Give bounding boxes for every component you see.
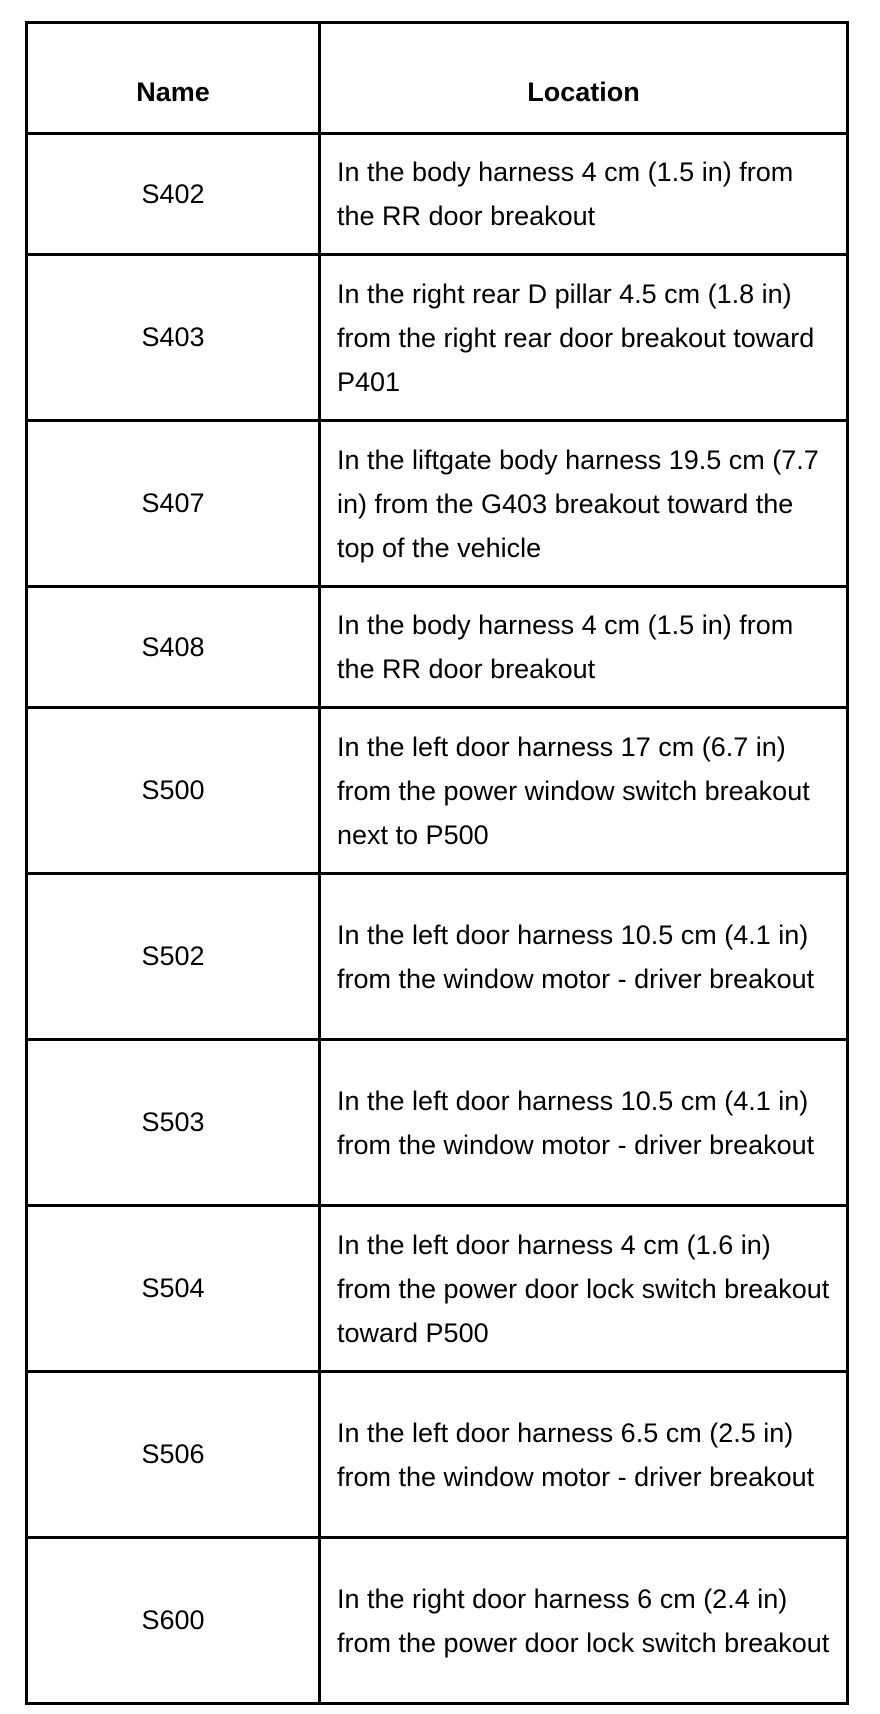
splice-name: S407 xyxy=(27,421,320,587)
splice-location: In the right rear D pillar 4.5 cm (1.8 in) from the right rear door breakout toward P401 xyxy=(320,255,848,421)
table-row xyxy=(27,255,848,421)
splice-name: S503 xyxy=(27,1040,320,1206)
table-header-row xyxy=(27,23,848,134)
splice-location: In the left door harness 10.5 cm (4.1 in) from the window motor - driver breakout xyxy=(320,1040,848,1206)
table-row xyxy=(27,1206,848,1372)
table-row xyxy=(27,708,848,874)
splice-location: In the right door harness 6 cm (2.4 in) from the power door lock switch breakout xyxy=(320,1538,848,1704)
splice-name: S504 xyxy=(27,1206,320,1372)
table-row xyxy=(27,1040,848,1206)
splice-name: S403 xyxy=(27,255,320,421)
splice-name: S408 xyxy=(27,587,320,708)
splice-name: S402 xyxy=(27,134,320,255)
table-row xyxy=(27,421,848,587)
splice-name: S502 xyxy=(27,874,320,1040)
splice-location: In the left door harness 6.5 cm (2.5 in) from the window motor - driver breakout xyxy=(320,1372,848,1538)
splice-location: In the body harness 4 cm (1.5 in) from the RR door breakout xyxy=(320,587,848,708)
table-row xyxy=(27,134,848,255)
splice-name: S506 xyxy=(27,1372,320,1538)
table-row xyxy=(27,874,848,1040)
table-row xyxy=(27,1372,848,1538)
splice-name: S500 xyxy=(27,708,320,874)
table-row xyxy=(27,1538,848,1704)
splice-location-table xyxy=(25,21,849,1705)
splice-location: In the left door harness 4 cm (1.6 in) from the power door lock switch breakout toward P500 xyxy=(320,1206,848,1372)
splice-location: In the liftgate body harness 19.5 cm (7.7 in) from the G403 breakout toward the top of the vehicle xyxy=(320,421,848,587)
splice-name: S600 xyxy=(27,1538,320,1704)
splice-location: In the body harness 4 cm (1.5 in) from the RR door breakout xyxy=(320,134,848,255)
splice-location: In the left door harness 17 cm (6.7 in) from the power window switch breakout next to P500 xyxy=(320,708,848,874)
table-row xyxy=(27,587,848,708)
header-name: Name xyxy=(27,23,320,134)
splice-location: In the left door harness 10.5 cm (4.1 in) from the window motor - driver breakout xyxy=(320,874,848,1040)
header-location: Location xyxy=(320,23,848,134)
